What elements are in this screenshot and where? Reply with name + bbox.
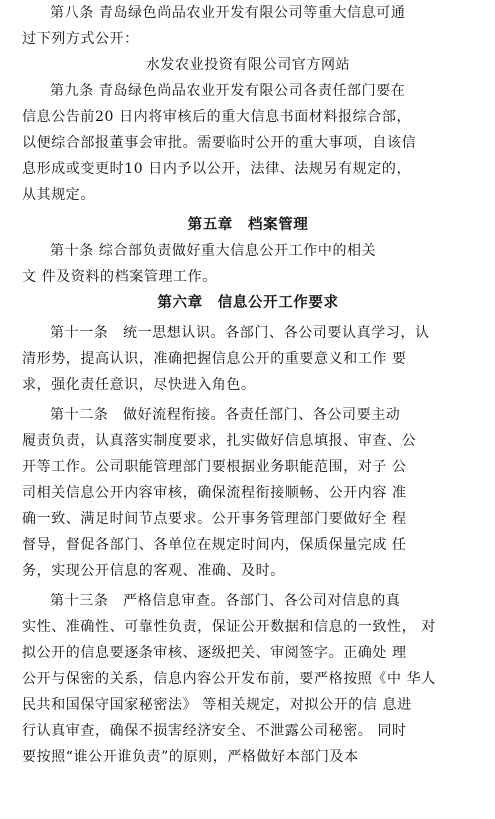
article-13-line-2: 实性、准确性、可靠性负责，保证公开数据和信息的一致性， 对	[22, 619, 436, 635]
article-9-line-1: 第九条 青岛绿色尚品农业开发有限公司各责任部门要在	[50, 83, 406, 99]
article-12-line-6: 督导，督促各部门、各单位在规定时间内，保质保量完成 任	[22, 537, 407, 553]
article-13	[22, 588, 474, 770]
article-11-line-2: 清形势，提高认识，准确把握信息公开的重要意义和工作 要	[22, 351, 407, 367]
article-9-line-4: 息形成或变更时10 日内予以公开，法律、法规另有规定的，	[22, 161, 412, 177]
article-13-line-7: 要按照“谁公开谁负责”的原则，严格做好本部门及本	[22, 749, 359, 765]
article-13-line-6: 行认真审查，确保不损害经济安全、不泄露公司秘密。 同时	[22, 723, 407, 739]
article-9-line-2: 信息公告前20 日内将审核后的重大信息书面材料报综合部，	[22, 109, 412, 125]
article-12-line-4: 司相关信息公开内容审核，确保流程衔接顺畅、公开内容 准	[22, 485, 407, 501]
article-12-line-1: 第十二条 做好流程衔接。各责任部门、各公司要主动	[50, 407, 401, 423]
article-12-line-2: 履责负责，认真落实制度要求，扎实做好信息填报、审查、公	[22, 433, 417, 449]
article-10-line-1: 第十条 综合部负责做好重大信息公开工作中的相关	[50, 243, 377, 259]
article-11	[22, 320, 474, 398]
article-13-line-3: 拟公开的信息要逐条审核、逐级把关、审阅签字。正确处 理	[22, 645, 407, 661]
article-8	[22, 0, 474, 78]
article-11-line-1: 第十一条 统一思想认识。各部门、各公司要认真学习，认	[50, 325, 430, 341]
document-page	[22, 0, 474, 770]
article-9	[22, 78, 474, 208]
article-11-line-3: 求，强化责任意识，尽快进入角色。	[22, 377, 256, 393]
article-10	[22, 238, 474, 290]
article-12-line-7: 务，实现公开信息的客观、准确、及时。	[22, 563, 285, 579]
article-12-line-5: 确一致、满足时间节点要求。公开事务管理部门要做好全 程	[22, 511, 407, 527]
article-8-line-1: 第八条 青岛绿色尚品农业开发有限公司等重大信息可通	[50, 5, 406, 21]
chapter-6-heading: 第六章 信息公开工作要求	[157, 295, 339, 311]
article-13-line-1: 第十三条 严格信息审查。各部门、各公司对信息的真	[50, 593, 401, 609]
chapter-5-heading: 第五章 档案管理	[187, 217, 309, 233]
article-12-line-3: 开等工作。公司职能管理部门要根据业务职能范围，对子 公	[22, 459, 407, 475]
article-10-line-2: 文 件及资料的档案管理工作。	[22, 269, 217, 285]
article-13-line-5: 民共和国保守国家秘密法》 等相关规定，对拟公开的信 息进	[22, 697, 412, 713]
article-13-line-4: 公开与保密的关系，信息内容公开发布前，要严格按照《中 华人	[22, 671, 436, 687]
article-12	[22, 402, 474, 584]
article-9-line-3: 以便综合部报董事会审批。需要临时公开的重大事项，自该信	[22, 135, 417, 151]
article-9-line-5: 从其规定。	[22, 187, 95, 203]
article-8-website-line: 水发农业投资有限公司官方网站	[145, 57, 351, 73]
article-8-line-2: 过下列方式公开：	[22, 31, 139, 47]
